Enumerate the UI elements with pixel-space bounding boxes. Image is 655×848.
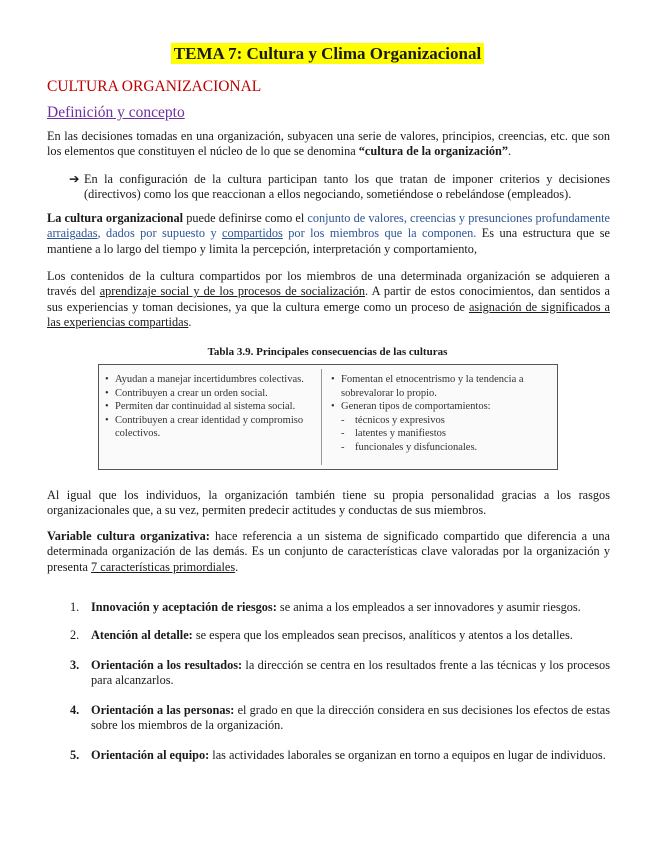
list-item: 4. Orientación a las personas: el grado en que la dirección considera en sus decisiones los efectos de estas sobre los miembros de la organización. <box>70 703 610 733</box>
table-item: • Generan tipos de comportamientos: <box>331 400 551 414</box>
list-item: 5. Orientación al equipo: las actividades laborales se organizan en torno a equipos en lugar de individuos. <box>70 748 606 762</box>
page-title <box>0 44 655 64</box>
table-item: • Permiten dar continuidad al sistema social. <box>105 400 317 414</box>
arrow-list-item: ➔ En la configuración de la cultura participan tanto los que tratan de imponer criterios y decisiones (directivos) como los que reaccionan a ellos negociando, sometiéndose o rebelándose (empleados). <box>69 172 610 202</box>
list-item: 3. Orientación a los resultados: la dirección se centra en los resultados frente a las técnicas y los procesos para alcanzarlos. <box>70 658 610 688</box>
table-subitem: - latentes y manifiestos <box>331 427 551 441</box>
table-left-column <box>105 373 317 441</box>
paragraph-variable-cultura: Variable cultura organizativa: hace referencia a un sistema de significado compartido que diferencia a una determinada organización de las demás. Es un conjunto de características clave valoradas por la organización y presenta 7 características primordiales. <box>47 529 610 574</box>
table-item: • Contribuyen a crear un orden social. <box>105 387 317 401</box>
table-subitem: - técnicos y expresivos <box>331 414 551 428</box>
term-cultura: “cultura de la organización” <box>358 144 509 159</box>
table-subitem: - funcionales y disfuncionales. <box>331 441 551 455</box>
title-highlight: TEMA 7: Cultura y Clima Organizacional <box>171 43 484 64</box>
paragraph-contenidos: Los contenidos de la cultura compartidos por los miembros de una determinada organización se adquieren a través del aprendizaje social y de los procesos de socialización. A partir de estos conocimientos, dan sentidos a sus experiencias y toman decisiones, ya que la cultura emerge como un proceso de asignación de significados a las experiencias compartidas. <box>47 269 610 330</box>
table-divider <box>321 369 322 465</box>
consequences-table <box>98 364 558 470</box>
section-heading: CULTURA ORGANIZACIONAL <box>47 78 262 95</box>
subheading: Definición y concepto <box>47 104 185 121</box>
paragraph-cultura-organizacional: La cultura organizacional puede definirse como el conjunto de valores, creencias y presunciones profundamente arraigadas, dados por supuesto y compartidos por los miembros que la componen. Es una estructura que se mantiene a lo largo del tiempo y limita la percepción, interpretación y comportamiento, <box>47 211 610 256</box>
table-item: • Contribuyen a crear identidad y compromiso colectivos. <box>105 414 317 441</box>
table-item: • Fomentan el etnocentrismo y la tendencia a sobrevalorar lo propio. <box>331 373 551 400</box>
list-item: 1. Innovación y aceptación de riesgos: se anima a los empleados a ser innovadores y asumir riesgos. <box>70 600 581 614</box>
paragraph-personalidad: Al igual que los individuos, la organización también tiene su propia personalidad gracias a los rasgos organizacionales que, a su vez, permiten predecir actitudes y conductas de sus miembros. <box>47 488 610 518</box>
arrow-icon: ➔ <box>69 172 80 186</box>
table-item: • Ayudan a manejar incertidumbres colectivas. <box>105 373 317 387</box>
paragraph-definition: En las decisiones tomadas en una organización, subyacen una serie de valores, principios, creencias, etc. que son los elementos que constituyen el núcleo de lo que se denomina “cultura de la organización”. <box>47 129 610 159</box>
list-item: 2. Atención al detalle: se espera que los empleados sean precisos, analíticos y atentos a los detalles. <box>70 628 573 642</box>
table-right-column <box>331 373 551 454</box>
table-caption: Tabla 3.9. Principales consecuencias de las culturas <box>207 346 448 358</box>
